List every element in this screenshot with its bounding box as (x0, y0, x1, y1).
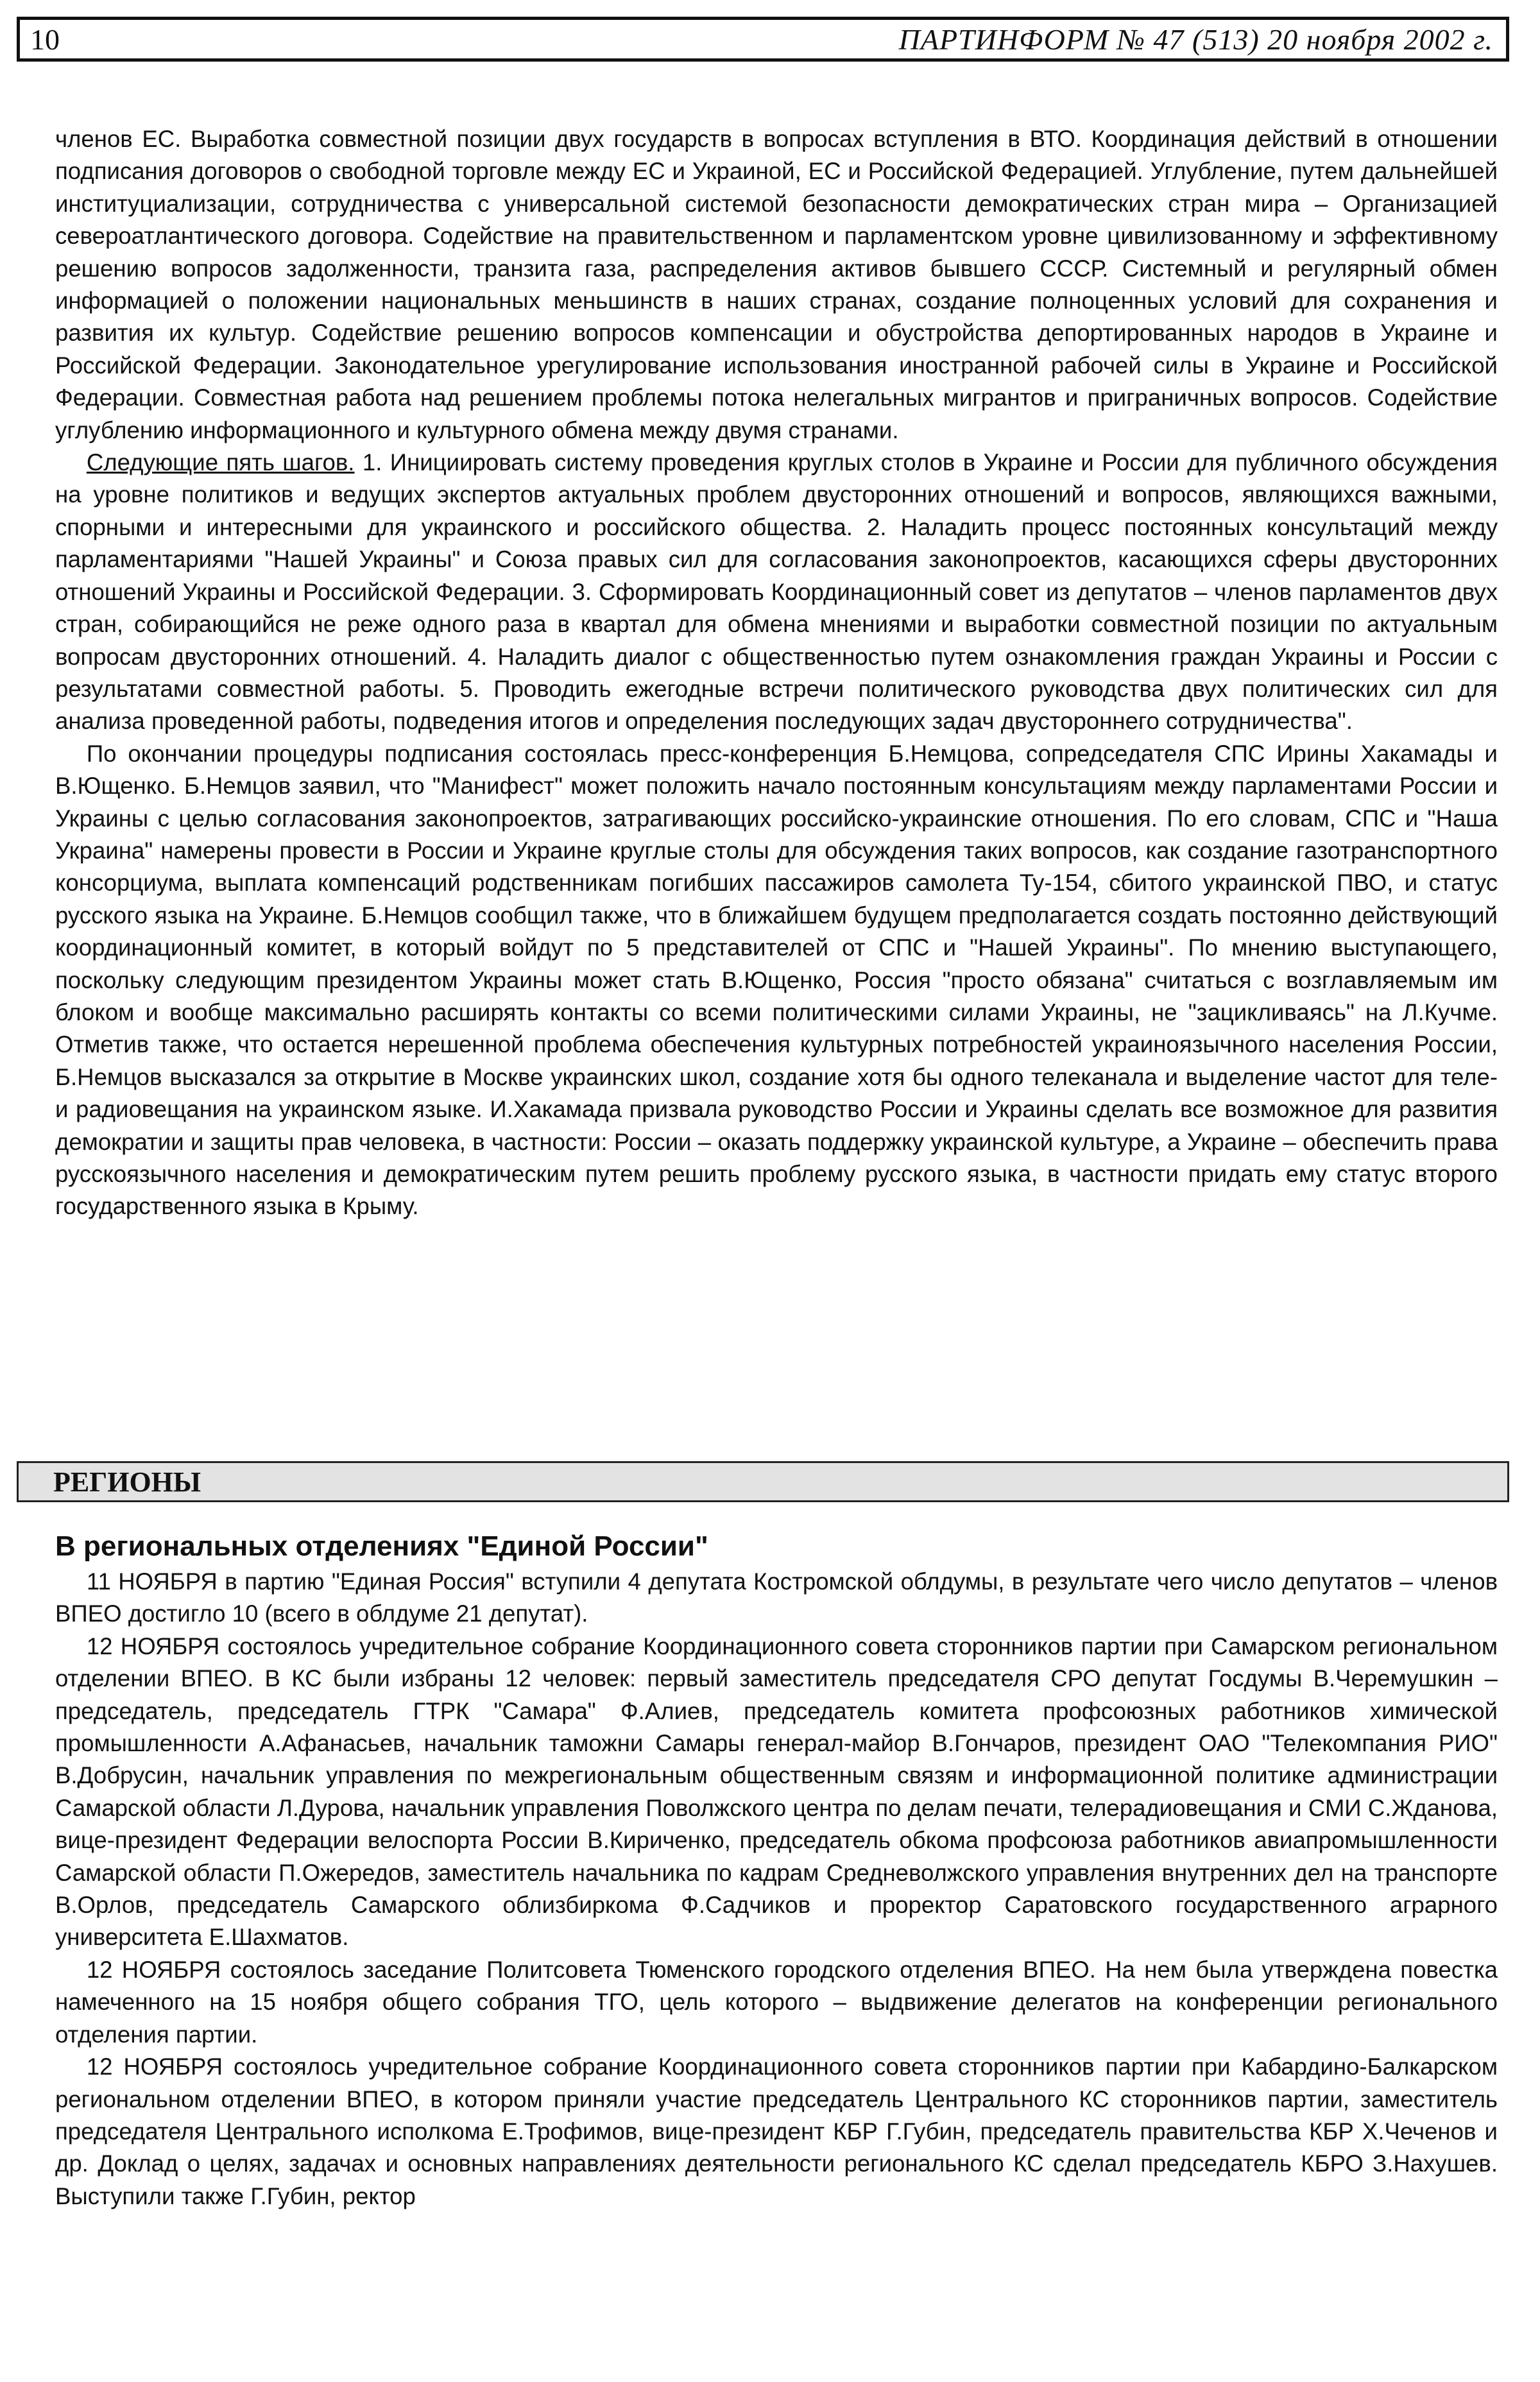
paragraph: По окончании процедуры подписания состоялась пресс-конференция Б.Немцова, сопредседателя СПС Ирины Хакамады и В.Ющенко. Б.Немцов заявил, что "Манифест" может положить начало постоянным консультациям между парламентами России и Украины с целью согласования законопроектов, затрагивающих российско-украинские отношения. По его словам, СПС и "Наша Украина" намерены провести в России и Украине круглые столы для обсуждения таких вопросов, как создание газотранспортного консорциума, выплата компенсаций родственникам погибших пассажиров самолета Ту-154, сбитого украинской ПВО, и статус русского языка на Украине. Б.Немцов сообщил также, что в ближайшем будущем предполагается создать постоянно действующий координационный комитет, в который войдут по 5 представителей от СПС и "Нашей Украины". По мнению выступающего, поскольку следующим президентом Украины может стать В.Ющенко, Россия "просто обязана" считаться с возглавляемым им блоком и вообще максимально расширять контакты со всеми политическими силами Украины, не "зацикливаясь" на Л.Кучме. Отметив также, что остается нерешенной проблема обеспечения культурных потребностей украиноязычного населения России, Б.Немцов высказался за открытие в Москве украинских школ, создание хотя бы одного телеканала и выделение частот для теле- и радиовещания на украинском языке. И.Хакамада призвала руководство России и Украины сделать все возможное для развития демократии и защиты прав человека, в частности: России – оказать поддержку украинской культуре, а Украине – обеспечить права русскоязычного населения и демократическим путем решить проблему русского языка, в частности придать ему статус второго государственного языка в Крыму. (55, 740, 1498, 1220)
section-heading (17, 1461, 1509, 1502)
paragraph (55, 447, 1498, 738)
regional-article (55, 1566, 1498, 2213)
steps-lead: Следующие пять шагов. (86, 449, 355, 476)
paragraph: 12 НОЯБРЯ состоялось учредительное собрание Координационного совета сторонников партии при Самарском региональном отделении ВПЕО. В КС были избраны 12 человек: первый заместитель председателя СРО депутат Госдумы В.Черемушкин – председатель, председатель ГТРК "Самара" Ф.Алиев, председатель комитета профсоюзных работников химической промышленности А.Афанасьев, начальник таможни Самары генерал-майор В.Гончаров, президент ОАО "Телекомпания РИО" В.Добрусин, начальник управления по межрегиональным общественным связям и информационной политике администрации Самарской области Л.Дурова, начальник управления Поволжского центра по делам печати, телерадиовещания и СМИ С.Жданова, вице-президент Федерации велоспорта России В.Кириченко, председатель обкома профсоюза работников авиапромышленности Самарской области П.Ожередов, заместитель начальника по кадрам Средневолжского управления внутренних дел на транспорте В.Орлов, председатель Самарского облизбиркома Ф.Садчиков и проректор Саратовского государственного аграрного университета Е.Шахматов. (55, 1632, 1498, 1951)
steps-text: 1. Инициировать систему проведения круглых столов в Украине и России для публичного обсуждения на уровне политиков и ведущих экспертов актуальных проблем двусторонних отношений и вопросов, являющихся важными, спорными и интересными для украинского и российского общества. 2. Наладить процесс постоянных консультаций между парламентариями "Нашей Украины" и Союза правых сил для согласования законопроектов, касающихся сферы двусторонних отношений Украины и Российской Федерации. 3. Сформировать Координационный совет из депутатов – членов парламентов двух стран, собирающийся не реже одного раза в квартал для обмена мнениями и выработки совместной позиции по актуальным вопросам двусторонних отношений. 4. Наладить диалог с общественностью путем ознакомления граждан Украины и России с результатами совместной работы. 5. Проводить ежегодные встречи политического руководства двух политических сил для анализа проведенной работы, подведения итогов и определения последующих задач двустороннего сотрудничества". (55, 449, 1498, 735)
top-article (55, 123, 1498, 1223)
section-title: РЕГИОНЫ (53, 1466, 201, 1498)
page-number: 10 (30, 22, 60, 56)
paragraph: 12 НОЯБРЯ состоялось заседание Политсовета Тюменского городского отделения ВПЕО. На нем была утверждена повестка намеченного на 15 ноября общего собрания ТГО, цель которого – выдвижение делегатов на конференции регионального отделения партии. (55, 1956, 1498, 2048)
paragraph: 12 НОЯБРЯ состоялось учредительное собрание Координационного совета сторонников партии при Кабардино-Балкарском региональном отделении ВПЕО, в котором приняли участие председатель Центрального КС сторонников партии, заместитель председателя Центрального исполкома Е.Трофимов, вице-президент КБР Г.Губин, председатель правительства КБР Х.Чеченов и др. Доклад о целях, задачах и основных направлениях деятельности регионального КС сделал председатель КБРО З.Нахушев. Выступили также Г.Губин, ректор (55, 2053, 1498, 2209)
paragraph: членов ЕС. Выработка совместной позиции двух государств в вопросах вступления в ВТО. Координация действий в отношении подписания договоров о свободной торговле между ЕС и Украиной, ЕС и Российской Федерацией. Углубление, путем дальнейшей институциализации, сотрудничества с универсальной системой безопасности демократических стран мира – Организацией североатлантического договора. Содействие на правительственном и парламентском уровне цивилизованному и эффективному решению вопросов задолженности, транзита газа, распределения активов бывшего СССР. Системный и регулярный обмен информацией о положении национальных меньшинств в наших странах, создание полноценных условий для сохранения и развития их культур. Содействие решению вопросов компенсации и обустройства депортированных народов в Украине и Российской Федерации. Законодательное урегулирование использования иностранной рабочей силы в Украине и Российской Федерации. Совместная работа над решением проблемы потока нелегальных мигрантов и приграничных вопросов. Содействие углублению информационного и культурного обмена между двумя странами. (55, 126, 1498, 443)
article-title: В региональных отделениях "Единой России" (55, 1530, 708, 1562)
paragraph: 11 НОЯБРЯ в партию "Единая Россия" вступили 4 депутата Костромской облдумы, в результате чего число депутатов – членов ВПЕО достигло 10 (всего в облдуме 21 депутат). (55, 1568, 1498, 1627)
page-header (17, 17, 1509, 62)
issue-title: ПАРТИНФОРМ № 47 (513) 20 ноября 2002 г. (898, 22, 1493, 56)
